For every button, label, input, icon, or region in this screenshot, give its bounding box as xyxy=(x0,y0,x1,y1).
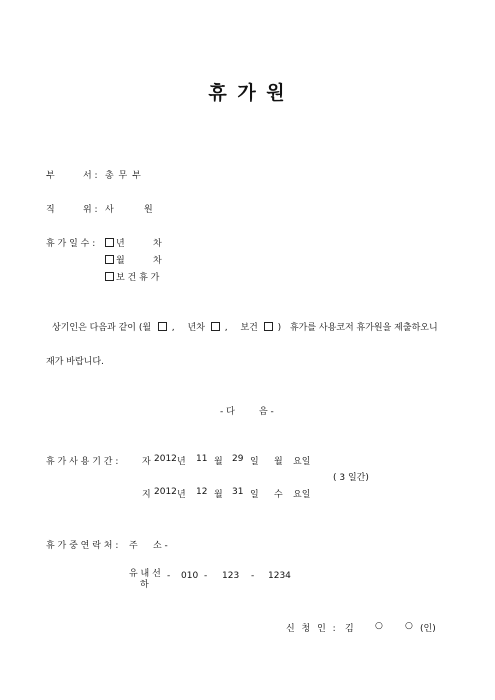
period-to-weekday: 수 xyxy=(274,490,283,500)
statement-part: 년차 xyxy=(187,323,205,333)
department-label-2: 서 : xyxy=(83,171,98,181)
seal-mark: (인) xyxy=(420,624,436,634)
phone-label-bottom: 하 xyxy=(140,580,149,590)
leave-option-suffix: 차 xyxy=(153,239,162,249)
leave-option-label: 보 건 휴 가 xyxy=(116,273,160,283)
applicant-name: 김 xyxy=(345,624,354,634)
position-label-1: 직 xyxy=(46,205,55,215)
position-value-2: 원 xyxy=(144,205,153,215)
period-from-prefix: 자 xyxy=(142,457,151,467)
statement-part: , xyxy=(171,323,175,333)
statement-part: , xyxy=(224,323,228,333)
period-duration: ( 3 일간) xyxy=(333,473,369,483)
period-from-month-unit: 월 xyxy=(214,457,223,467)
period-from-month: 11 xyxy=(196,454,208,464)
checkbox-icon[interactable] xyxy=(105,272,114,281)
address-label-2: 소 - xyxy=(153,541,168,551)
leave-days-label: 휴 가 일 수 : xyxy=(46,239,96,249)
checkbox-icon[interactable] xyxy=(264,322,273,331)
contact-label: 휴 가 중 연 락 처 : xyxy=(46,541,119,551)
department-label-1: 부 xyxy=(46,171,55,181)
period-to-month: 12 xyxy=(196,487,208,497)
period-to-day-unit: 일 xyxy=(250,490,259,500)
period-from-year-unit: 년 xyxy=(177,457,186,467)
period-from-day-unit: 일 xyxy=(250,457,259,467)
statement-line-2: 재가 바랍니다. xyxy=(46,357,104,367)
phone-dash-3: - xyxy=(251,571,255,581)
period-to-day: 31 xyxy=(232,487,244,497)
statement-part: 상기인은 다음과 같이 (월 xyxy=(52,323,152,333)
phone-part-1: 010 xyxy=(181,571,199,581)
position-label-2: 위 : xyxy=(83,205,98,215)
department-value: 총 무 부 xyxy=(105,171,142,181)
statement-part: 보건 xyxy=(240,323,258,333)
checkbox-icon[interactable] xyxy=(105,238,114,247)
statement-part: ) xyxy=(277,323,282,333)
period-to-weekday-unit: 요일 xyxy=(293,490,311,500)
applicant-label: 신 청 인 : xyxy=(286,624,336,634)
checkbox-icon[interactable] xyxy=(105,255,114,264)
phone-part-2: 123 xyxy=(222,571,240,581)
phone-part-3: 1234 xyxy=(268,571,291,581)
period-from-weekday-unit: 요일 xyxy=(293,457,311,467)
period-to-year: 2012 xyxy=(154,487,177,497)
period-to-year-unit: 년 xyxy=(177,490,186,500)
phone-dash-2: - xyxy=(204,571,208,581)
leave-option-suffix: 차 xyxy=(153,256,162,266)
phone-dash-1: - xyxy=(167,571,171,581)
applicant-circle-1: ○ xyxy=(375,621,383,631)
checkbox-icon[interactable] xyxy=(158,322,167,331)
address-label-1: 주 xyxy=(129,541,138,551)
statement-part: 휴가를 사용코저 휴가원을 제출하오니 xyxy=(289,323,438,333)
next-heading-right: 음 - xyxy=(259,407,274,417)
statement-line-1 xyxy=(52,320,438,333)
period-from-weekday: 월 xyxy=(274,457,283,467)
period-label: 휴 가 사 용 기 간 : xyxy=(46,457,119,467)
leave-option-label: 월 xyxy=(116,256,125,266)
leave-option-health[interactable] xyxy=(105,270,159,283)
leave-option-annual[interactable] xyxy=(105,236,125,249)
period-to-month-unit: 월 xyxy=(214,490,223,500)
applicant-circle-2: ○ xyxy=(405,621,413,631)
phone-label-top: 유 내 선 xyxy=(129,569,161,579)
period-from-day: 29 xyxy=(232,454,244,464)
period-from-year: 2012 xyxy=(154,454,177,464)
checkbox-icon[interactable] xyxy=(211,322,220,331)
leave-option-monthly[interactable] xyxy=(105,253,125,266)
document-title: 휴 가 원 xyxy=(208,82,287,104)
period-to-prefix: 지 xyxy=(142,490,151,500)
leave-option-label: 년 xyxy=(116,239,125,249)
position-value-1: 사 xyxy=(105,205,114,215)
next-heading-left: - 다 xyxy=(220,407,235,417)
